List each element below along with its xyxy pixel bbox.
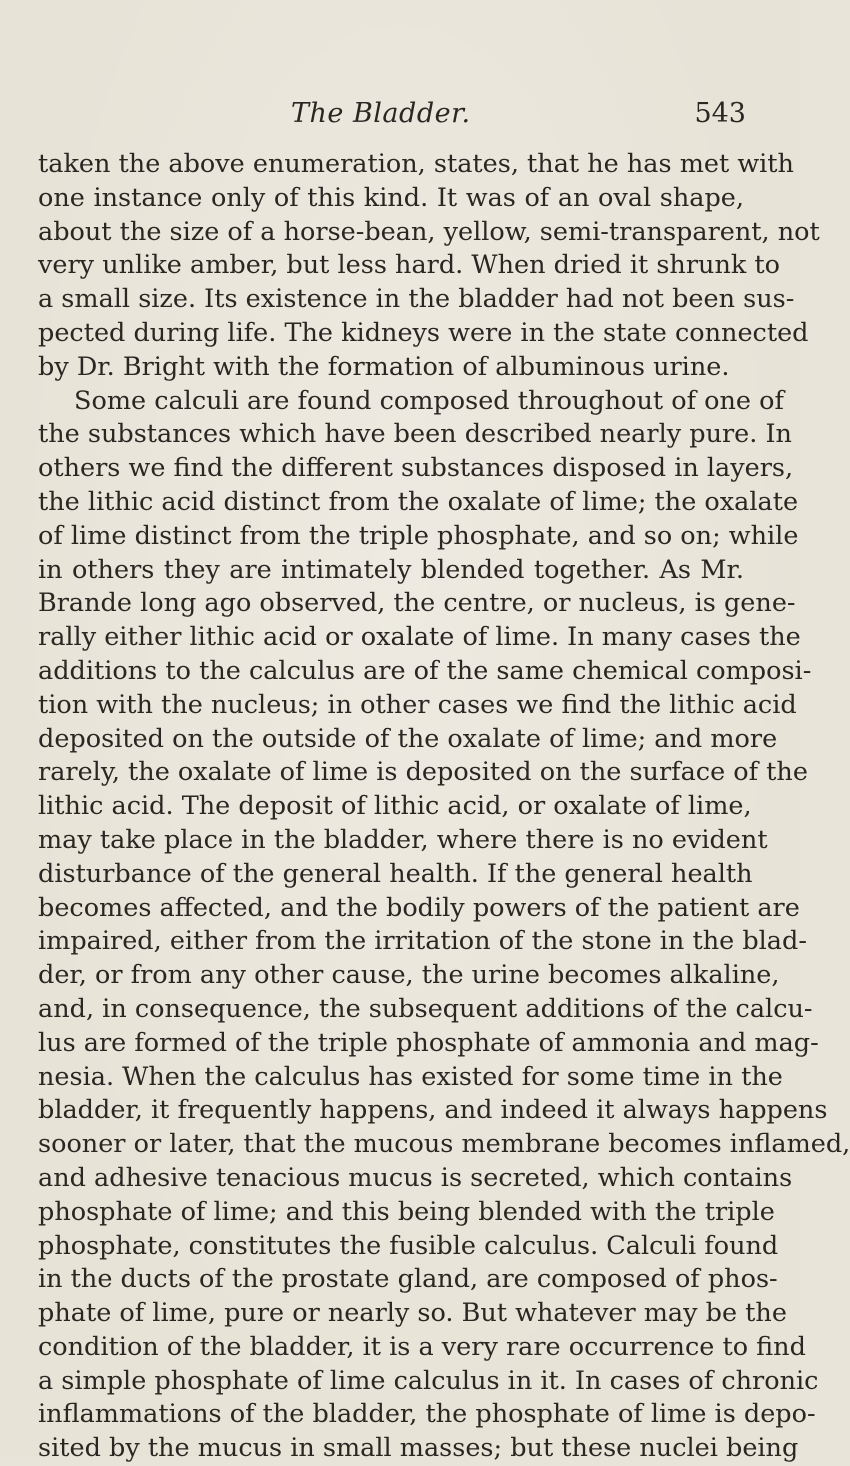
text-line: a simple phosphate of lime calculus in it. In cases of chronic: [38, 1365, 819, 1396]
text-line: may take place in the bladder, where there is no evident: [38, 824, 768, 855]
text-line: the substances which have been described nearly pure. In: [38, 419, 792, 450]
text-line: taken the above enumeration, states, that he has met with: [38, 149, 794, 179]
text-line: rally either lithic acid or oxalate of lime. In many cases the: [38, 622, 801, 653]
text-line: in the ducts of the prostate gland, are composed of phos-: [38, 1264, 778, 1295]
text-line: disturbance of the general health. If the general health: [38, 858, 753, 889]
text-line: deposited on the outside of the oxalate of lime; and more: [38, 723, 778, 754]
text-line: lithic acid. The deposit of lithic acid, or oxalate of lime,: [38, 791, 752, 822]
text-line: one instance only of this kind. It was of an oval shape,: [38, 182, 744, 213]
text-line: phosphate of lime; and this being blended with the triple: [38, 1196, 775, 1227]
text-line: bladder, it frequently happens, and indeed it always happens: [38, 1095, 828, 1126]
text-line: phate of lime, pure or nearly so. But whatever may be the: [38, 1298, 787, 1329]
text-line: nesia. When the calculus has existed for some time in the: [38, 1061, 783, 1092]
text-line: becomes affected, and the bodily powers of the patient are: [38, 892, 800, 923]
text-line: and adhesive tenacious mucus is secreted, which contains: [38, 1162, 793, 1193]
text-line: impaired, either from the irritation of the stone in the blad-: [38, 926, 807, 957]
text-line: a small size. Its existence in the bladder had not been sus-: [38, 284, 795, 315]
text-line: by Dr. Bright with the formation of albuminous urine.: [38, 351, 730, 382]
text-line: condition of the bladder, it is a very rare occurrence to find: [38, 1331, 806, 1362]
text-line: Brande long ago observed, the centre, or nucleus, is gene-: [38, 588, 796, 619]
body-text: [38, 148, 850, 1466]
text-line: pected during life. The kidneys were in the state connected: [38, 317, 809, 348]
text-line: tion with the nucleus; in other cases we find the lithic acid: [38, 689, 797, 720]
page-header: [0, 98, 801, 138]
text-line: sooner or later, that the mucous membrane becomes inflamed,: [38, 1129, 850, 1160]
text-line: Some calculi are found composed throughout of one of: [74, 385, 784, 416]
text-line: der, or from any other cause, the urine becomes alkaline,: [38, 960, 780, 991]
text-line: additions to the calculus are of the same chemical composi-: [38, 655, 812, 686]
text-line: about the size of a horse-bean, yellow, semi-transparent, not: [38, 216, 820, 247]
text-line: very unlike amber, but less hard. When dried it shrunk to: [38, 250, 781, 281]
text-line: rarely, the oxalate of lime is deposited on the surface of the: [38, 757, 808, 788]
text-line: the lithic acid distinct from the oxalate of lime; the oxalate: [38, 486, 799, 517]
page-number: 543: [694, 98, 746, 129]
text-line: and, in consequence, the subsequent additions of the calcu-: [38, 993, 813, 1024]
text-line: of lime distinct from the triple phosphate, and so on; while: [38, 520, 799, 551]
text-line: inflammations of the bladder, the phosphate of lime is depo-: [38, 1399, 816, 1430]
running-title: The Bladder.: [291, 98, 471, 129]
text-line: lus are formed of the triple phosphate of ammonia and mag-: [38, 1027, 819, 1058]
text-line: sited by the mucus in small masses; but these nuclei being: [38, 1433, 799, 1464]
text-line: others we find the different substances disposed in layers,: [38, 453, 794, 484]
text-line: phosphate, constitutes the fusible calculus. Calculi found: [38, 1230, 779, 1261]
text-line: in others they are intimately blended together. As Mr.: [38, 554, 744, 585]
